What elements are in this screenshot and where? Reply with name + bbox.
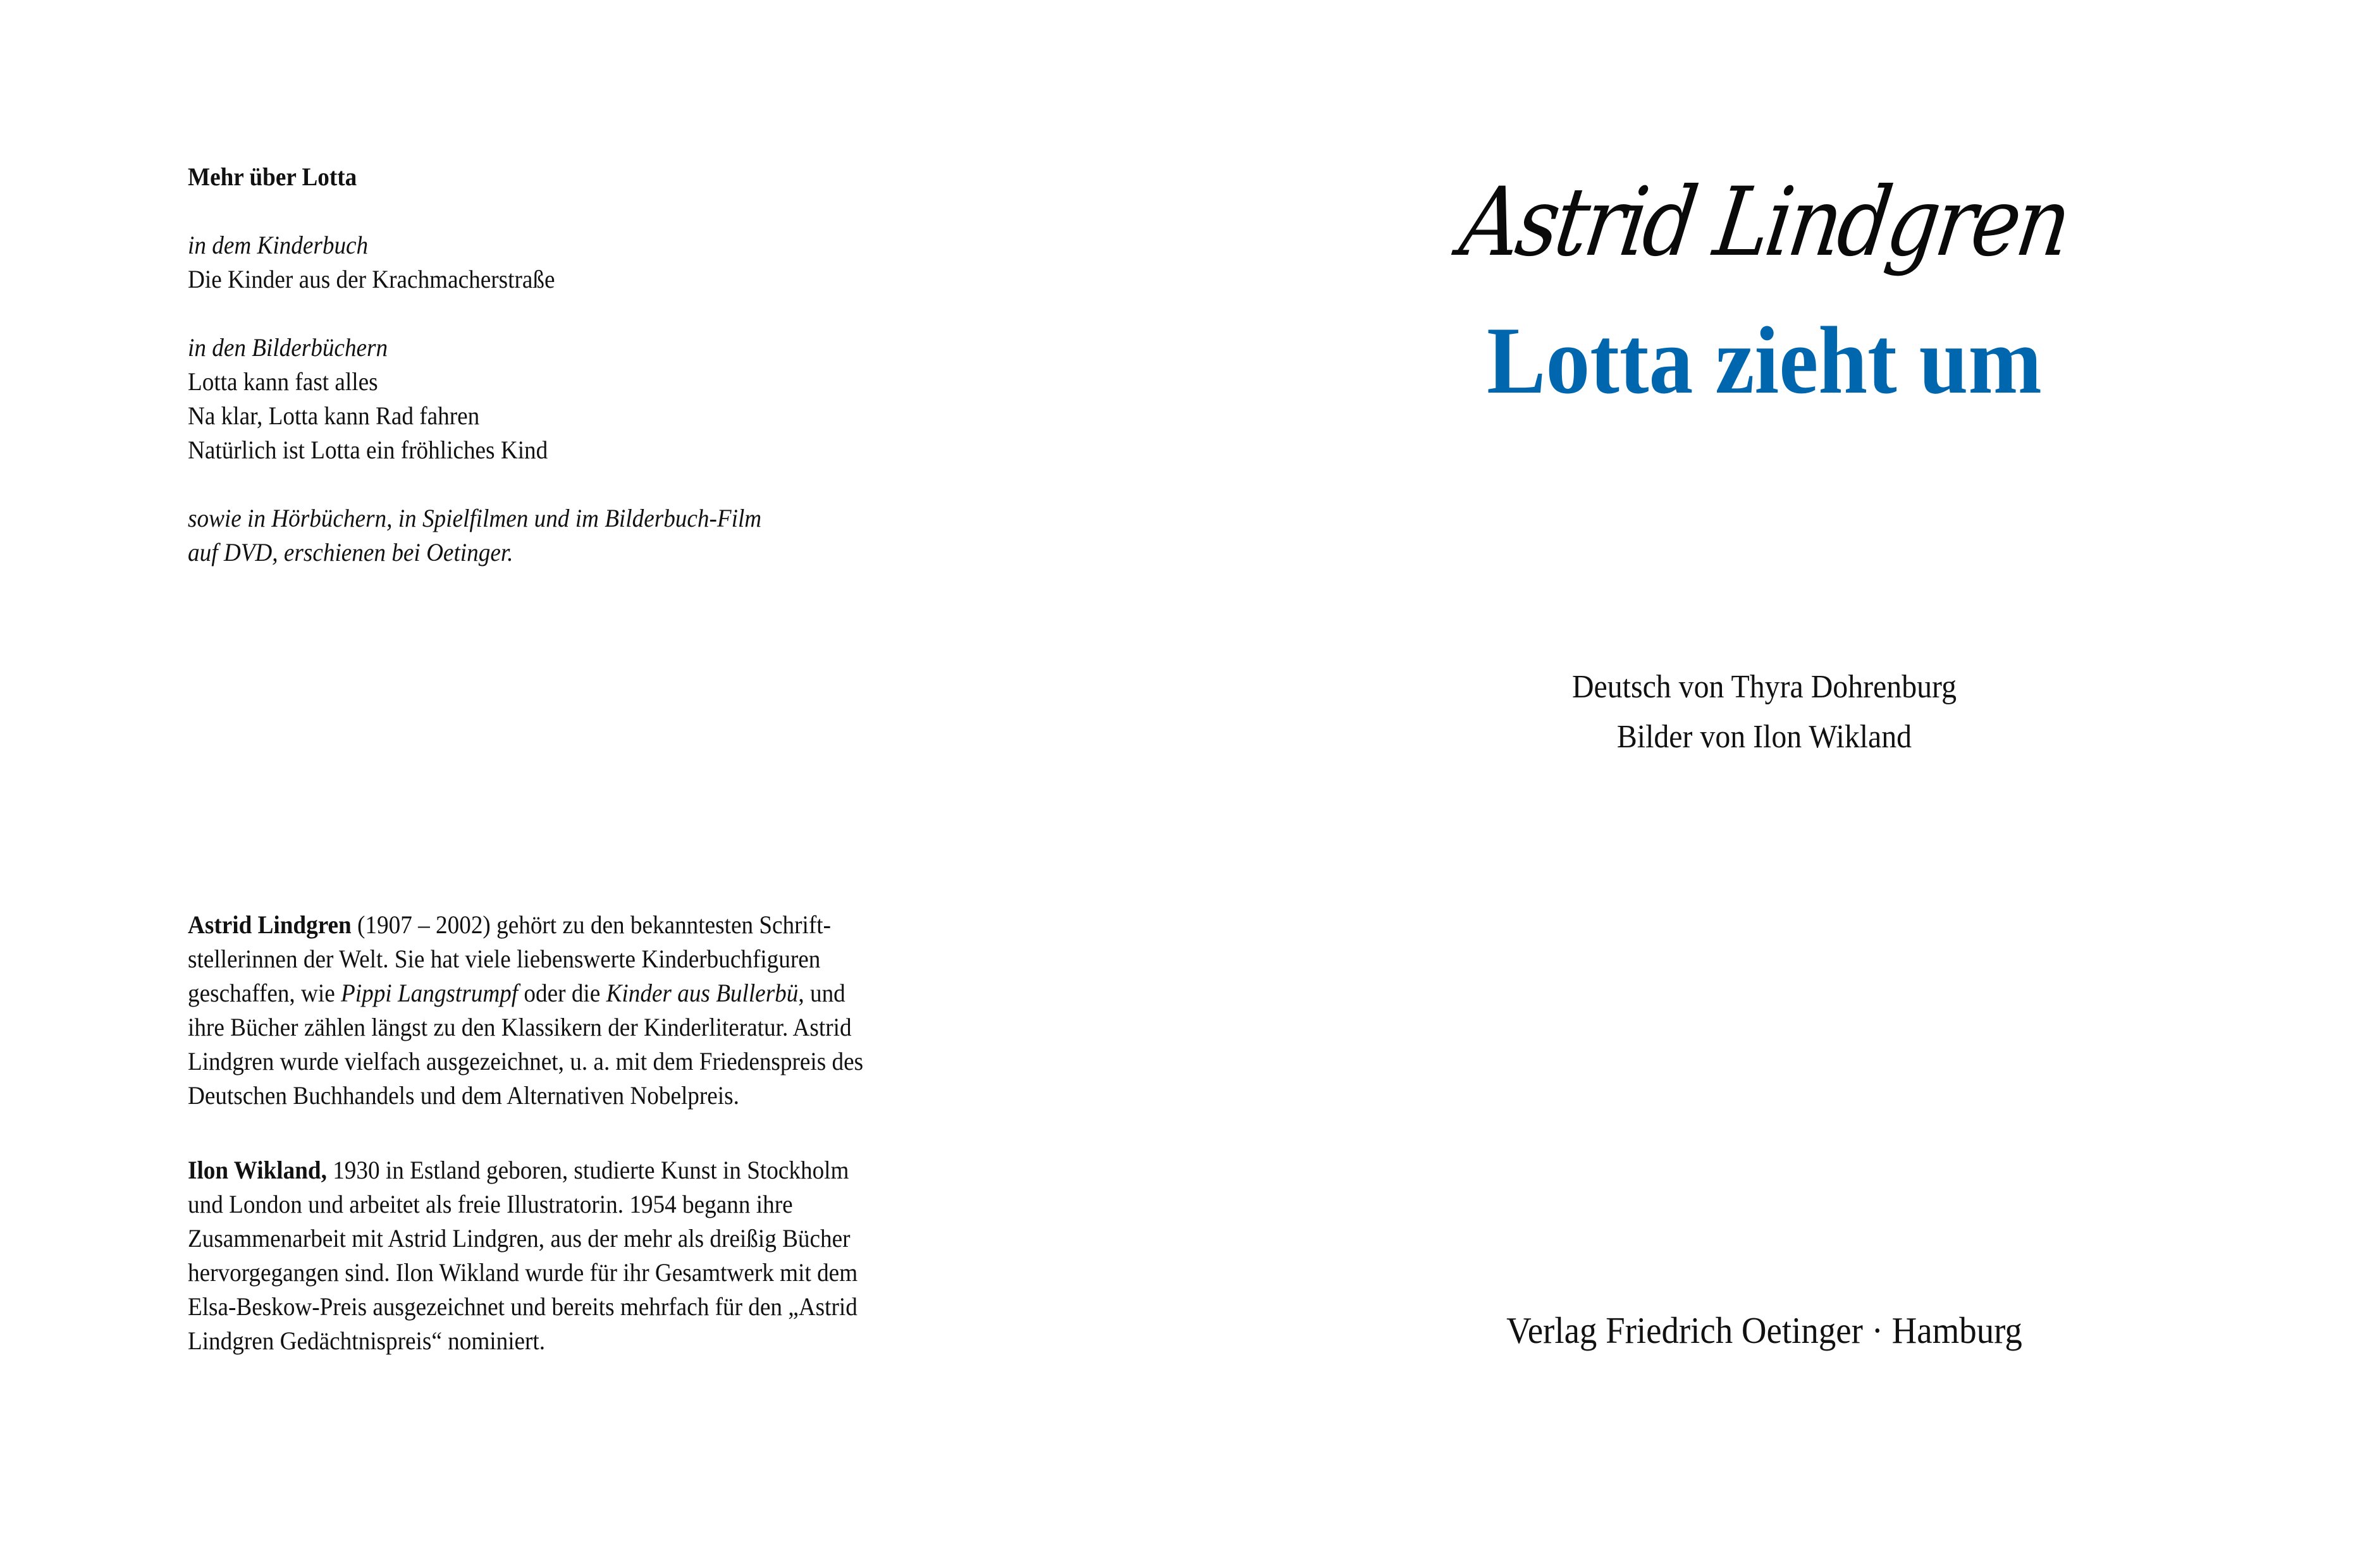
spacer [188, 194, 761, 228]
book-title-item: Die Kinder aus der Krachmacherstraße [188, 265, 555, 293]
translator-credit: Deutsch von Thyra Dohrenburg [1571, 669, 1957, 705]
category-label: in den Bilderbüchern [188, 333, 388, 362]
publisher-imprint: Verlag Friedrich Oetinger · Hamburg [1506, 1309, 2022, 1351]
closing-note: auf DVD, erschienen bei Oetinger. [188, 538, 513, 567]
illustrator-credit: Bilder von Ilon Wikland [1616, 719, 1912, 755]
bio-line: ihre Bücher zählen längst zu den Klassikern der Kinderliteratur. Astrid [188, 1013, 852, 1041]
category-label: in dem Kinderbuch [188, 231, 369, 259]
bio-text: (1907 – 2002) gehört zu den bekanntesten Schrift- [351, 910, 831, 939]
biographies-section [188, 908, 863, 1358]
closing-note: sowie in Hörbüchern, in Spielfilmen und im Bilderbuch-Film [188, 504, 762, 532]
bio-text: geschaffen, wie [188, 979, 341, 1007]
bio-line [188, 1153, 863, 1187]
spacer [188, 467, 761, 501]
bio-line: Lindgren Gedächtnispreis“ nominiert. [188, 1326, 546, 1355]
bio-text: oder die [518, 979, 606, 1007]
bio-text: , und [798, 979, 845, 1007]
bio-line: Deutschen Buchhandels und dem Alternativen Nobelpreis. [188, 1081, 739, 1110]
bio-text: 1930 in Estland geboren, studierte Kunst in Stockholm [326, 1156, 849, 1184]
book-title: Lotta zieht um [1487, 307, 2042, 413]
bio-line [188, 976, 863, 1010]
credits [1572, 662, 1957, 762]
section-heading: Mehr über Lotta [188, 162, 357, 191]
bio-line: Elsa-Beskow-Preis ausgezeichnet und bereits mehrfach für den „Astrid [188, 1292, 857, 1321]
author-name: Astrid Lindgren [188, 910, 352, 939]
book-reference: Pippi Langstrumpf [341, 979, 519, 1007]
illustrator-bio [188, 1153, 863, 1358]
illustrator-name: Ilon Wikland, [188, 1156, 327, 1184]
bio-line [188, 908, 863, 942]
book-title-item: Natürlich ist Lotta ein fröhliches Kind [188, 436, 548, 464]
book-title-item: Lotta kann fast alles [188, 367, 378, 396]
more-about-lotta-section [188, 160, 761, 570]
bio-line: stellerinnen der Welt. Sie hat viele liebenswerte Kinderbuchfiguren [188, 945, 821, 973]
book-reference: Kinder aus Bullerbü [606, 979, 799, 1007]
author-signature: Astrid Lindgren [1454, 168, 2075, 278]
bio-line: und London und arbeitet als freie Illustratorin. 1954 begann ihre [188, 1190, 793, 1218]
author-bio [188, 908, 863, 1113]
bio-line: hervorgegangen sind. Ilon Wikland wurde für ihr Gesamtwerk mit dem [188, 1258, 858, 1287]
book-title-item: Na klar, Lotta kann Rad fahren [188, 401, 480, 430]
bio-line: Lindgren wurde vielfach ausgezeichnet, u. a. mit dem Friedenspreis des [188, 1047, 864, 1075]
spacer [188, 297, 761, 331]
bio-line: Zusammenarbeit mit Astrid Lindgren, aus der mehr als dreißig Bücher [188, 1224, 851, 1253]
